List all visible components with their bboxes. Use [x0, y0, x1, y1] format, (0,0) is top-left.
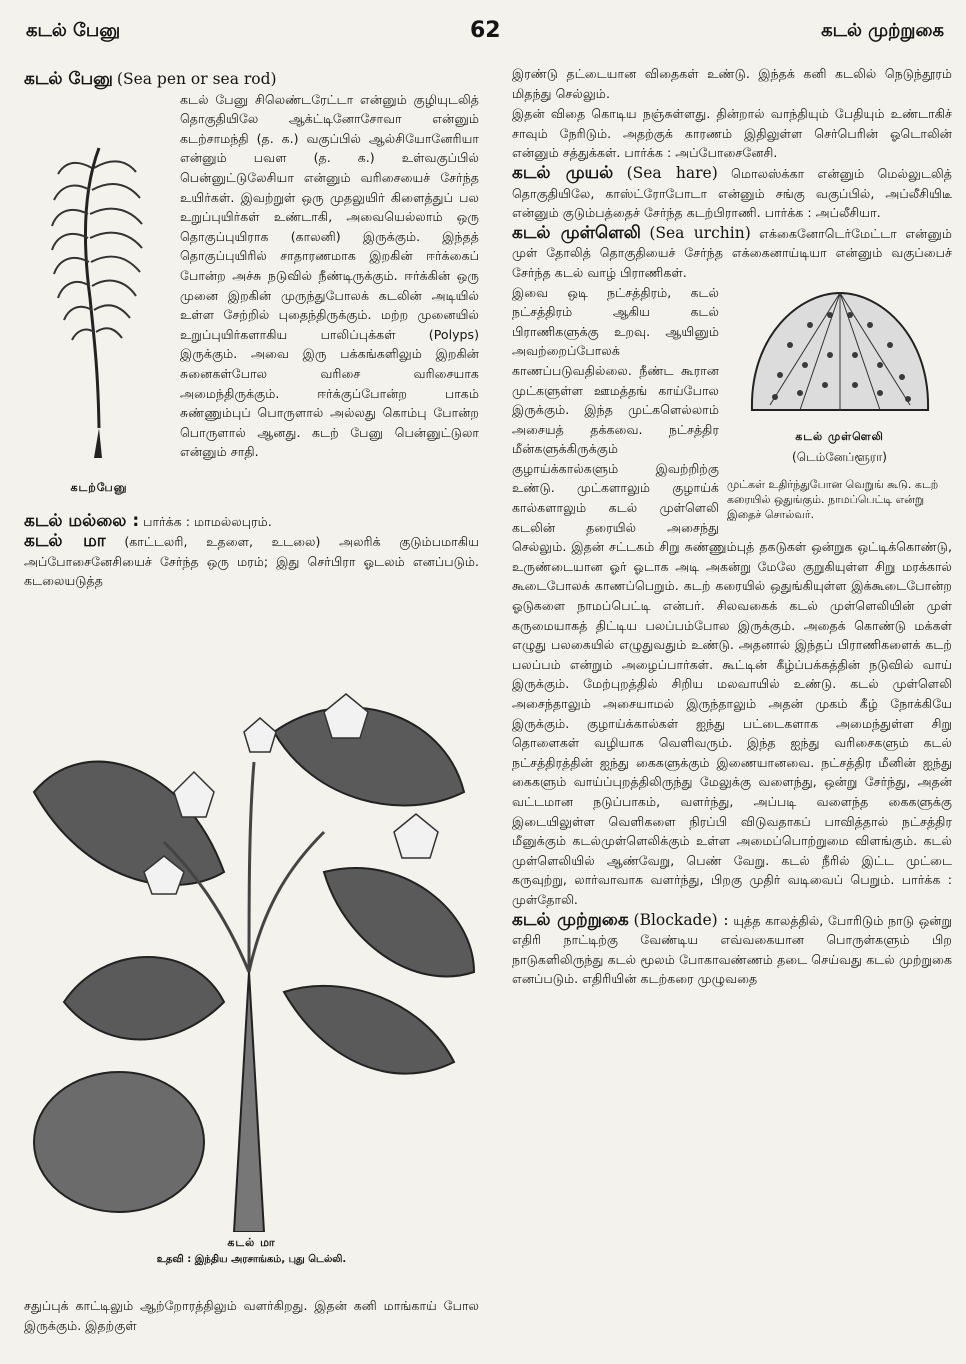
header-left: கடல் பேனு	[26, 20, 121, 41]
entry-sea-jasmine	[24, 512, 479, 532]
sea-pen-figure	[24, 122, 174, 512]
left-column	[24, 70, 479, 591]
sea-pen-caption: கடற்பேனு	[70, 480, 128, 494]
sea-mango-continued: சதுப்புக் காட்டிலும் ஆற்றோரத்திலும் வளர்கிறது. இதன் கனி மாங்காய் போல இருக்கும். இதற்குள்	[24, 1298, 479, 1333]
sea-urchin-note: முட்கள் உதிர்ந்துபோன வெறுங் கூடு. கடற் கரையில் ஒதுங்கும். நாமப்பெட்டி என்று இதைச் சொல்வர்.	[727, 478, 939, 522]
entry-blockade	[512, 911, 952, 989]
sea-urchin-illustration	[740, 285, 940, 420]
headword-sea-urchin: கடல் முள்ளெலி	[512, 222, 641, 243]
sea-urchin-subcaption: (டெம்னேப்ளூரா)	[792, 449, 887, 464]
english-blockade: (Blockade) :	[633, 910, 729, 929]
entry-sea-urchin	[512, 224, 952, 283]
headword-sea-jasmine: கடல் மல்லை :	[24, 510, 140, 531]
blockade-body: யுத்த காலத்தில், போரிடும் நாடு ஒன்று எதிரி நாட்டிற்கு வேண்டிய எவ்வகையான பொருள்களும் பிற நாடுகளிலிருந்து கடல் மூலம் போகாவண்ணம் தடை செய்வது கடல் முற்றுகை எனப்படும். எதிரியின் கடற்கரை முழுவதை	[512, 912, 952, 987]
sea-jasmine-body: பார்க்க : மாமல்லபுரம்.	[143, 513, 272, 529]
headword-sea-hare: கடல் முயல்	[512, 162, 614, 183]
right-column	[512, 64, 952, 989]
sea-mango-cont-2: இதன் விதை கொடிய நஞ்சுள்ளது. தின்றால் வாந்தியும் பேதியும் உண்டாகிச் சாவும் நேரிடும். அதற்குக் காரணம் இதிலுள்ள செர்பெரின் ஓடொலின் என்னும் சத்துக்கள். பார்க்க : அப்போசைனேசி.	[512, 106, 952, 161]
entry-sea-hare	[512, 164, 952, 223]
sea-mango-body: (காட்டலரி, உதளை, உடலை) அலரிக் குடும்பமாகிய அப்போசைனேசியைச் சேர்ந்த ஒரு மரம்; இது செர்பிரா ஓடலம் எனப்படும். கடலையடுத்த	[24, 534, 479, 589]
sea-hare-body: மொலஸ்க்கா என்னும் மெல்லுடலித் தொகுதியிலே, காஸ்ட்ரோபோடா என்னும் சங்கு வகுப்பில், அப்லீசியிடீ என்னும் குடும்பத்தைச் சேர்ந்த கடற்பிராணி. பார்க்க : அப்லீசியா.	[512, 165, 953, 221]
sea-urchin-figure	[727, 285, 952, 523]
sea-mango-illustration	[24, 672, 479, 1232]
sea-mango-caption: கடல் மா	[227, 1236, 276, 1249]
sea-mango-credit: உதவி : இந்திய அரசாங்கம், புது டெல்லி.	[156, 1254, 347, 1265]
sea-urchin-body: எக்கைனோடெர்மேட்டா என்னும் முள் தோலித் தொகுதியைச் சேர்ந்த எக்கைனாய்டியா என்னும் வகுப்பைச் சேர்ந்த கடல் வாழ் பிராணிகள்.	[512, 225, 952, 280]
headword-sea-mango: கடல் மா	[24, 531, 106, 552]
sea-pen-illustration	[44, 128, 154, 478]
headword-blockade: கடல் முற்றுகை	[512, 909, 629, 930]
english-sea-pen: (Sea pen or sea rod)	[116, 70, 277, 88]
entry-sea-mango	[24, 532, 479, 591]
english-sea-hare: (Sea hare)	[626, 163, 718, 182]
header-right: கடல் முற்றுகை	[821, 20, 944, 41]
entry-sea-pen	[24, 70, 479, 90]
english-sea-urchin: (Sea urchin)	[649, 223, 751, 242]
page-number: 62	[470, 18, 501, 43]
sea-urchin-body-2: இவை ஒடி நட்சத்திரம், கடல் நட்சத்திரம் ஆகிய கடல் பிராணிகளுக்கு உறவு. ஆயினும் அவற்றைப்போலக் காணப்படுவதில்லை. நீண்ட கூரான முட்களுள்ள ஊமத்தங் காய்போல இருக்கும். இந்த முட்களெல்லாம் அசையத் தக்கவை. நட்சத்திர மீன்களுக்கிருக்கும் குழாய்க்கால்களும் இவற்றிற்கு உண்டு. முட்களாலும் குழாய்க் கால்களாலும் கடல் முள்ளெலி கடலின் தரையில் அசைந்து செல்லும். இதன் சட்டகம் சிறு சுண்ணும்புத் தகடுகள் ஒன்றுக ஒட்டிக்கொண்டு, உருண்டையான ஓர் ஓடாக அடி அகன்று மேலே குறுகியுள்ள சிறு மரக்கால் கூடைபோலக் காணப்பெறும். கடற் கரையில் ஒதுங்கியுள்ள இக்கூடைபோன்ற ஓடுகளை நாமப்பெட்டி என்பர். சிலவகைக் கடல் முள்ளெலியின் முள் கருமையாகத் திட்டிய பலப்பம்போல இருக்கும். அதைக் கொண்டு மக்கள் எழுது பலகையில் எழுதுவதும் உண்டு. அதனால் இந்தப் பிராணிகளைக் கடற் பலப்பம் என்றும் அழைப்பார்கள். கூட்டின் கீழ்ப்பக்கத்தின் நடுவில் வாய் இருக்கும். மேற்புறத்தில் சிறிய மலவாயில் உண்டு. கடல் முள்ளெலி அசைந்தாலும் அசையாமல் இருந்தாலும் அதன் முகம் கீழ் நோக்கியே இருக்கும். குழாய்க்கால்கள் ஐந்து பட்டைகளாக அமைந்துள்ள சிறு தொளைகள் வழியாக வெளிவரும். இந்த ஐந்து வரிசைகளும் கடல் நட்சத்திரத்தின் ஐந்து கைகளுக்கும் இணையானவை. நட்சத்திர மீனின் ஐந்து கைகளும் வாய்ப்புறத்திலிருந்து மேலுக்கு வளைந்து, ஒன்று சேர்ந்து, அதன் வட்டமான நடுப்பாகம், வளர்ந்து, அப்படி வளைந்த கைகளுக்கு இடையிலுள்ள வெளிகளை நிரப்பி விடுவதாகப் பாவித்தால் நட்சத்திர மீனுக்கும் கடல்முள்ளெலிக்கும் உள்ள அமைப்பொற்றுமை விளங்கும். கடல் முள்ளெலியில் ஆண்வேறு, பெண் வேறு. கடல் நீரில் இட்ட முட்டை கருவுற்று, லார்வாவாக வளர்ந்து, பிறகு முதிர் வடிவைப் பெறும். பார்க்க : முள்தோலி.	[512, 284, 952, 907]
headword-sea-pen: கடல் பேனு	[24, 69, 113, 89]
sea-mango-cont-1: இரண்டு தட்டையான விதைகள் உண்டு. இந்தக் கனி கடலில் நெடுந்தூரம் மிதந்து செல்லும்.	[512, 66, 952, 101]
sea-pen-body: கடல் பேனு சிலெண்டரேட்டா என்னும் குழியுடலித் தொகுதியிலே ஆக்ட்டினோசோவா என்னும் கடற்சாமந்தி (த. க.) வகுப்பில் ஆல்சியோனேரியா என்னும் பவள (த. க.) உள்வகுப்பில் பென்னுட்டுலேசியா என்னும் வரிசையைச் சேர்ந்த உயிர்கள். இவற்றுள் ஒரு முதலுயிர் கிளைத்துப் பல உறுப்புயிர்கள் உண்டாகி, அவையெல்லாம் ஒரு தொகுப்புயிராக (காலனி) இருக்கும். இந்தத் தொகுப்புயிரில் சாதாரணமாக இறகின் ஈர்க்கைப் போன்ற அச்சு நடுவில் நீண்டிருக்கும். ஈர்க்கின் ஒரு முனை இறகின் முருந்துபோலக் கடலின் அடியில் உள்ள சேற்றில் புதைந்திருக்கும். மற்ற முனையில் உறுப்புயிர்களாகிய பாலிப்புக்கள் (Polyps) இருக்கும். அவை இரு பக்கங்களிலும் இறகின் சுனைகள்போல வரிசை வரிசையாக அமைந்திருக்கும். ஈர்க்குப்போன்ற பாகம் சுண்ணும்புப் பொருளால் அல்லது கொம்பு போன்ற பொருளால் ஆனது. கடற் பேனு பென்னுட்டுலா என்னும் சாதி.	[180, 91, 479, 460]
sea-urchin-caption: கடல் முள்ளெலி	[795, 430, 884, 444]
sea-mango-figure	[24, 672, 479, 1232]
